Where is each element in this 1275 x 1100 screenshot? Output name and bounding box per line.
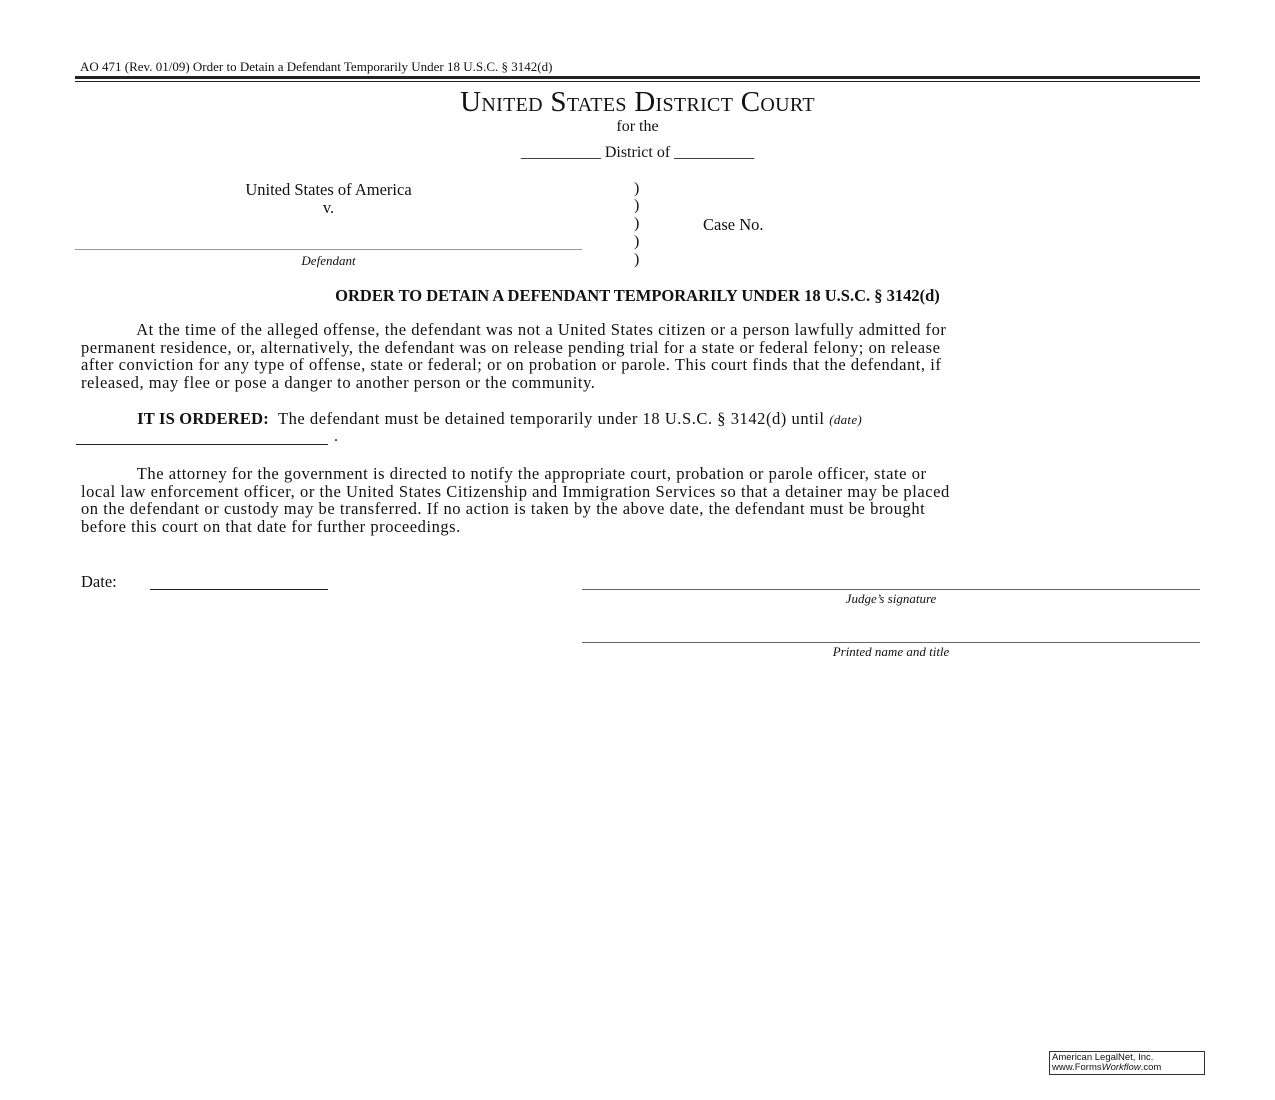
form-identifier: AO 471 (Rev. 01/09) Order to Detain a Defendant Temporarily Under 18 U.S.C. § 3142(d): [80, 59, 553, 74]
url-part: Workflow: [1101, 1062, 1141, 1073]
publisher-name: American LegalNet, Inc.: [1052, 1052, 1154, 1063]
court-name: United States District Court: [460, 86, 815, 118]
caption-paren: ): [634, 180, 640, 197]
findings-paragraph: [81, 321, 946, 391]
paragraph-line: before this court on that date for further proceedings.: [81, 516, 461, 536]
judge-signature-field[interactable]: [582, 589, 1200, 590]
paragraph-line: on the defendant or custody may be transferred. If no action is taken by the above date, the defendant must be brought: [81, 499, 926, 518]
url-part: www.Forms: [1052, 1062, 1102, 1073]
publisher-url: [1052, 1063, 1202, 1073]
paragraph-line: released, may flee or pose a danger to another person or the community.: [81, 372, 596, 392]
defendant-name-field[interactable]: [75, 249, 582, 250]
order-paragraph: [81, 410, 862, 429]
caption-paren: ): [634, 197, 640, 214]
paragraph-line: local law enforcement officer, or the United States Citizenship and Immigration Services so that a detainer may be placed: [81, 481, 950, 501]
date-label: Date:: [81, 572, 117, 591]
url-part: .com: [1140, 1062, 1162, 1073]
paragraph-line: At the time of the alleged offense, the defendant was not a United States citizen or a person lawfully admitted for: [81, 320, 947, 339]
plaintiff-name: United States of America: [245, 180, 412, 199]
directive-paragraph: [81, 465, 950, 535]
header-rule-thin: [75, 81, 1200, 82]
it-is-ordered-label: IT IS ORDERED:: [137, 409, 269, 428]
defendant-label: Defendant: [301, 253, 356, 268]
paragraph-line: permanent residence, or, alternatively, the defendant was on release pending trial for a state or federal felony; on release: [81, 337, 941, 357]
caption-paren: ): [634, 233, 640, 250]
header-rule-thick: [75, 76, 1200, 79]
judge-signature-label: Judge’s signature: [845, 591, 937, 606]
caption-paren: ): [634, 215, 640, 232]
printed-name-field[interactable]: [582, 642, 1200, 643]
until-date-field[interactable]: [76, 444, 328, 445]
period: .: [334, 428, 338, 445]
date-field[interactable]: [150, 589, 328, 590]
date-hint: (date): [829, 412, 863, 427]
paragraph-line: The attorney for the government is directed to notify the appropriate court, probation or parole officer, state or: [81, 464, 927, 483]
publisher-badge: [1049, 1051, 1205, 1075]
versus: v.: [322, 198, 335, 217]
order-text: The defendant must be detained temporarily under 18 U.S.C. § 3142(d) until: [268, 409, 830, 428]
order-title: ORDER TO DETAIN A DEFENDANT TEMPORARILY UNDER 18 U.S.C. § 3142(d): [335, 286, 940, 305]
for-the: for the: [616, 118, 659, 135]
case-number-label: Case No.: [703, 215, 764, 234]
printed-name-label: Printed name and title: [832, 644, 950, 659]
caption-paren: ): [634, 251, 640, 268]
district-field[interactable]: __________ District of __________: [520, 144, 755, 161]
paragraph-line: after conviction for any type of offense, state or federal; or on probation or parole. This court finds that the defendant, if: [81, 355, 942, 374]
